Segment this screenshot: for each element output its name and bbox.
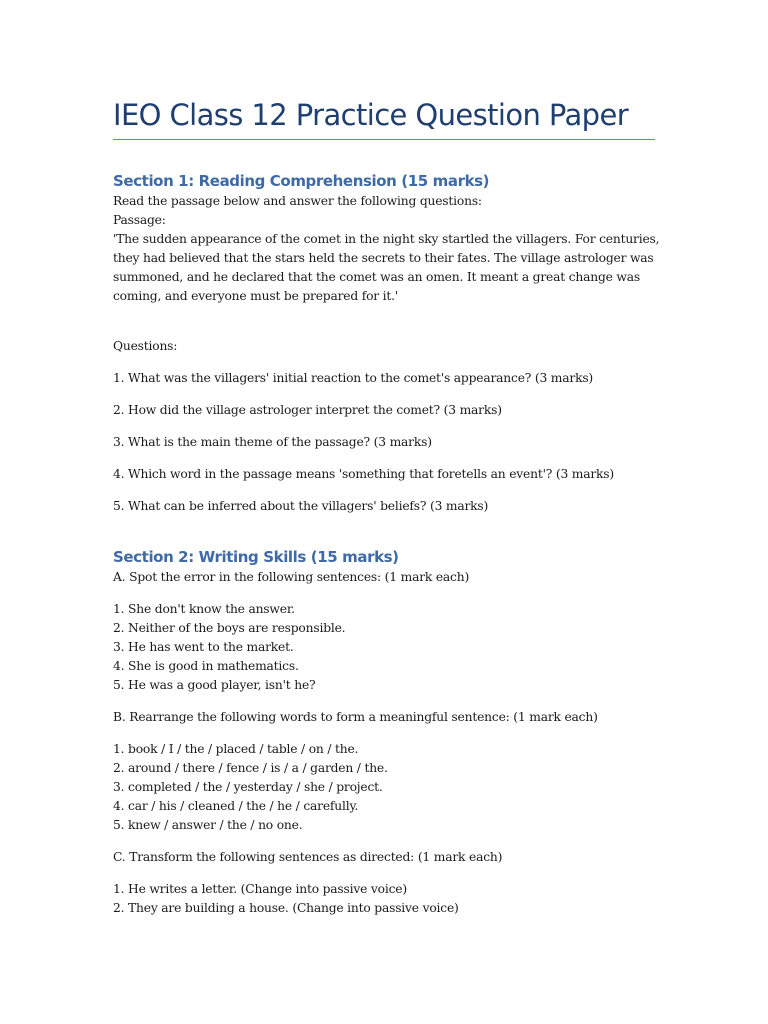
question-item: 5. What can be inferred about the villagers' beliefs? (3 marks) [113,499,489,513]
part-c-label: C. Transform the following sentences as directed: (1 mark each) [113,850,503,864]
list-item: 3. completed / the / yesterday / she / project. [113,780,383,794]
title-underline [113,139,655,140]
question-list [113,369,655,516]
document-page [113,96,660,918]
list-item: 2. They are building a house. (Change into passive voice) [113,901,459,915]
section-1-heading: Section 1: Reading Comprehension (15 marks) [113,172,490,190]
question-item: 3. What is the main theme of the passage? (3 marks) [113,435,432,449]
passage-line: coming, and everyone must be prepared for it.' [113,289,399,303]
list-item: 3. He has went to the market. [113,640,294,654]
list-item: 1. She don't know the answer. [113,602,295,616]
questions-label: Questions: [113,339,178,353]
section-1-intro: Read the passage below and answer the following questions: [113,194,482,208]
document-title: IEO Class 12 Practice Question Paper [113,98,629,132]
question-item: 2. How did the village astrologer interpret the comet? (3 marks) [113,403,502,417]
part-b-list [113,740,655,835]
part-c-list [113,880,655,918]
question-item: 1. What was the villagers' initial reaction to the comet's appearance? (3 marks) [113,371,594,385]
passage-line: 'The sudden appearance of the comet in the night sky startled the villagers. For centuries, [113,232,660,246]
list-item: 4. car / his / cleaned / the / he / carefully. [113,799,359,813]
part-a-list [113,600,655,695]
list-item: 1. He writes a letter. (Change into passive voice) [113,882,407,896]
question-item: 4. Which word in the passage means 'something that foretells an event'? (3 marks) [113,467,615,481]
part-b-label: B. Rearrange the following words to form a meaningful sentence: (1 mark each) [113,710,598,724]
passage-line: summoned, and he declared that the comet was an omen. It meant a great change was [113,270,640,284]
list-item: 2. around / there / fence / is / a / garden / the. [113,761,388,775]
list-item: 5. He was a good player, isn't he? [113,678,316,692]
list-item: 2. Neither of the boys are responsible. [113,621,346,635]
list-item: 5. knew / answer / the / no one. [113,818,303,832]
passage-line: they had believed that the stars held the secrets to their fates. The village astrologer was [113,251,654,265]
passage-text [113,230,660,306]
list-item: 4. She is good in mathematics. [113,659,299,673]
passage-label: Passage: [113,213,166,227]
section-2-heading: Section 2: Writing Skills (15 marks) [113,548,399,566]
part-a-label: A. Spot the error in the following sentences: (1 mark each) [113,570,470,584]
list-item: 1. book / I / the / placed / table / on / the. [113,742,359,756]
